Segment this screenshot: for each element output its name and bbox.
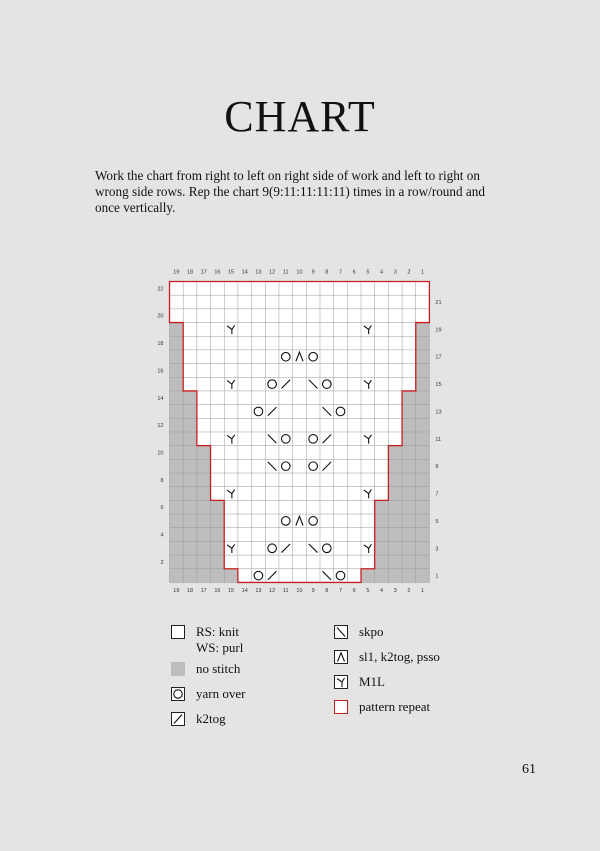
- column-number-top: 10: [296, 269, 303, 276]
- chart-row-13: [197, 405, 402, 419]
- chart-row-21: [170, 295, 430, 309]
- column-number-bottom: 12: [269, 587, 276, 594]
- row-number-right: 17: [435, 354, 442, 361]
- chart-row-11: [197, 432, 402, 446]
- legend-knit: [171, 624, 243, 656]
- column-number-bottom: 10: [296, 587, 303, 594]
- column-number-top: 14: [241, 269, 248, 276]
- legend-knit-rs-label: RS: knit: [196, 624, 239, 639]
- column-number-top: 19: [173, 269, 180, 276]
- column-number-top: 5: [366, 269, 370, 276]
- column-number-bottom: 14: [241, 587, 248, 594]
- column-number-top: 7: [338, 269, 343, 276]
- chart-row-20: [170, 309, 430, 323]
- column-number-bottom: 9: [311, 587, 315, 594]
- legend-sl1k2tog-label: sl1, k2tog, psso: [359, 649, 440, 664]
- chart-row-6: [224, 500, 374, 514]
- column-number-top: 4: [380, 269, 384, 276]
- row-number-right: 13: [435, 409, 442, 416]
- legend-knit-ws-label: WS: purl: [196, 640, 244, 655]
- legend-pattern-repeat: [334, 699, 430, 715]
- legend-no-stitch: [171, 661, 240, 677]
- row-number-left: 10: [157, 450, 164, 457]
- chart-row-12: [197, 418, 402, 432]
- row-number-left: 16: [157, 368, 164, 375]
- chart-body: [157, 270, 441, 594]
- row-number-right: 19: [435, 327, 442, 334]
- chart-row-8: [211, 473, 389, 487]
- column-number-top: 13: [255, 269, 262, 276]
- knit-key-icon: [171, 625, 185, 639]
- intro-paragraph: Work the chart from right to left on right side of work and left to right on wrong side rows. Rep the chart 9(9:11:11:11:11) times in a row/round and once vertically.: [95, 168, 485, 215]
- row-number-right: 21: [435, 300, 442, 307]
- column-number-top: 16: [214, 269, 221, 276]
- legend-k2tog-label: k2tog: [196, 711, 226, 726]
- row-number-left: 2: [160, 559, 164, 566]
- column-number-top: 18: [186, 269, 194, 276]
- row-number-left: 6: [160, 505, 164, 512]
- column-number-bottom: 17: [200, 587, 207, 594]
- legend-no-stitch-label: no stitch: [196, 661, 241, 676]
- column-number-bottom: 2: [407, 587, 411, 594]
- column-number-top: 3: [393, 269, 397, 276]
- row-number-left: 20: [157, 313, 164, 320]
- chart-row-7: [211, 487, 389, 501]
- chart-row-4: [224, 528, 374, 542]
- row-number-right: 15: [435, 382, 442, 389]
- m1l-key-icon: [334, 675, 348, 689]
- legend-pattern-repeat-label: pattern repeat: [359, 699, 431, 714]
- legend-k2tog: [171, 711, 226, 727]
- column-number-top: 12: [269, 269, 276, 276]
- column-number-top: 2: [407, 269, 411, 276]
- column-number-bottom: 18: [186, 587, 194, 594]
- column-number-bottom: 7: [338, 587, 343, 594]
- legend-m1l: [334, 674, 385, 690]
- chart-row-14: [197, 391, 402, 405]
- chart-row-9: [211, 459, 389, 473]
- chart-row-18: [183, 336, 416, 350]
- legend-sl1k2tog: [334, 649, 440, 665]
- legend-m1l-label: M1L: [359, 674, 385, 689]
- chart-row-15: [183, 377, 416, 391]
- row-number-left: 18: [157, 341, 164, 348]
- double-decrease-key-icon: [334, 650, 348, 664]
- column-number-top: 9: [311, 269, 315, 276]
- no-stitch-key-icon: [171, 662, 185, 676]
- page-number: 61: [522, 762, 536, 777]
- column-number-bottom: 1: [421, 587, 425, 594]
- legend-skpo-label: skpo: [359, 624, 384, 639]
- chart-row-3: [224, 541, 374, 555]
- column-number-bottom: 3: [393, 587, 397, 594]
- row-number-left: 8: [160, 477, 164, 484]
- row-number-right: 3: [435, 546, 439, 553]
- row-number-right: 11: [435, 436, 442, 443]
- row-number-left: 12: [157, 423, 164, 430]
- row-number-left: 4: [160, 532, 164, 539]
- column-number-top: 1: [421, 269, 425, 276]
- column-number-top: 17: [200, 269, 207, 276]
- chart-row-16: [183, 364, 416, 378]
- chart-row-1: [238, 569, 361, 583]
- row-number-right: 1: [435, 573, 439, 580]
- column-number-top: 11: [282, 269, 289, 276]
- column-number-bottom: 4: [380, 587, 384, 594]
- skpo-key-icon: [334, 625, 348, 639]
- chart-row-19: [183, 323, 416, 337]
- legend-yarn-over: [171, 686, 245, 702]
- row-number-right: 9: [435, 464, 439, 471]
- column-number-top: 15: [227, 269, 235, 276]
- column-number-bottom: 5: [366, 587, 370, 594]
- row-number-left: 22: [157, 286, 164, 293]
- yarn-over-key-icon: [171, 687, 185, 701]
- column-number-top: 6: [352, 269, 356, 276]
- column-number-bottom: 8: [325, 587, 329, 594]
- chart-row-22: [170, 282, 430, 296]
- row-number-right: 7: [435, 491, 439, 498]
- chart-row-2: [224, 555, 374, 569]
- column-number-bottom: 15: [227, 587, 235, 594]
- column-number-bottom: 13: [255, 587, 262, 594]
- k2tog-key-icon: [171, 712, 185, 726]
- column-number-bottom: 6: [352, 587, 356, 594]
- legend-yarn-over-label: yarn over: [196, 686, 246, 701]
- column-number-bottom: 11: [282, 587, 289, 594]
- page-title: CHART: [224, 92, 376, 141]
- row-number-right: 5: [435, 518, 439, 525]
- chart-row-10: [211, 446, 389, 460]
- column-number-bottom: 19: [173, 587, 180, 594]
- row-number-left: 14: [157, 395, 164, 402]
- column-number-bottom: 16: [214, 587, 221, 594]
- column-number-top: 8: [325, 269, 329, 276]
- legend-skpo: [334, 624, 384, 640]
- pattern-repeat-key-icon: [334, 700, 348, 714]
